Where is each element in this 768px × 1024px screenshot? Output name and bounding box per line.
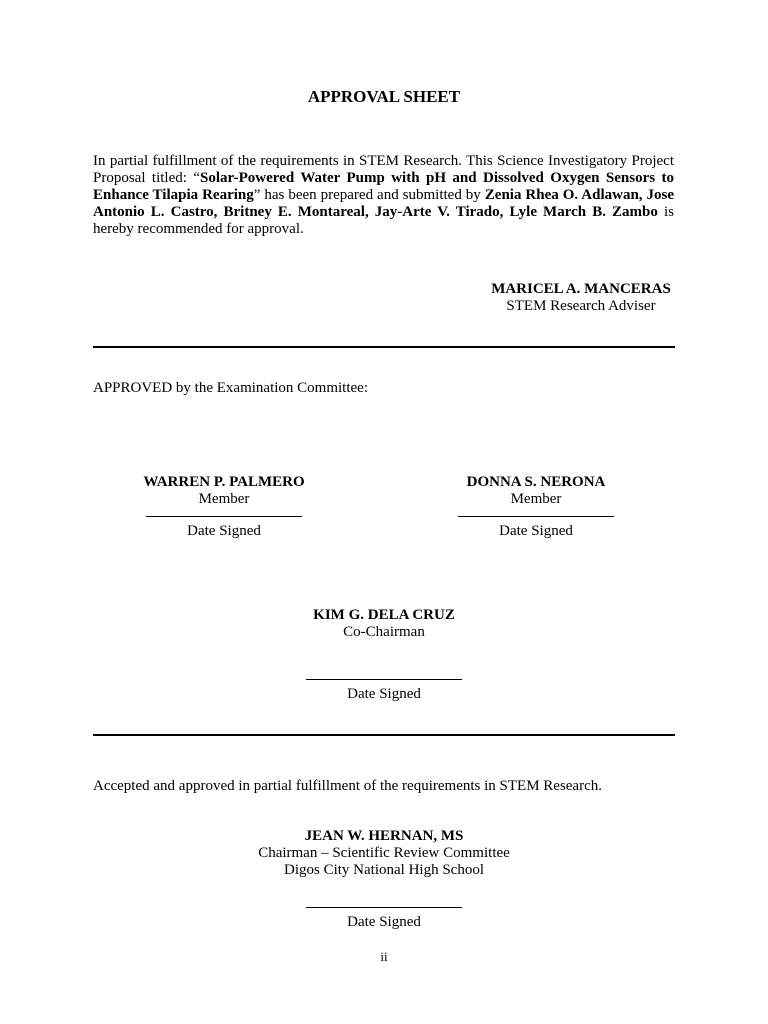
project-title: Solar-Powered Water Pump with pH and Dissolved Oxygen Sensors to Enhance Tilapia Rearing bbox=[93, 170, 675, 203]
intro-paragraph bbox=[93, 153, 674, 238]
signature-block-member-1 bbox=[117, 474, 331, 540]
divider bbox=[93, 734, 675, 736]
date-signed-label: Date Signed bbox=[187, 523, 261, 539]
signature-block-co-chairman bbox=[277, 607, 491, 703]
adviser-role: STEM Research Adviser bbox=[506, 298, 656, 314]
chairman-name: JEAN W. HERNAN, MS bbox=[304, 828, 464, 844]
signature-line bbox=[306, 907, 462, 908]
divider bbox=[93, 346, 675, 348]
date-signed-label: Date Signed bbox=[347, 686, 421, 702]
intro-text-1: In partial fulfillment of the requirements in STEM Research. This Science Investigatory Project Proposal titled: “ bbox=[93, 153, 674, 186]
signature-block-chairman bbox=[184, 828, 584, 931]
date-signed-label: Date Signed bbox=[347, 914, 421, 930]
school-name: Digos City National High School bbox=[284, 862, 484, 878]
chairman-role: Chairman – Scientific Review Committee bbox=[258, 845, 510, 861]
signatory-name: DONNA S. NERONA bbox=[466, 474, 606, 490]
signatory-role: Member bbox=[510, 491, 562, 507]
adviser-block bbox=[474, 281, 688, 315]
signatory-name: KIM G. DELA CRUZ bbox=[313, 607, 455, 623]
adviser-name: MARICEL A. MANCERAS bbox=[491, 281, 671, 297]
signature-line bbox=[306, 679, 462, 680]
intro-text-3: is hereby recommended for approval. bbox=[93, 204, 674, 237]
page-title: APPROVAL SHEET bbox=[307, 87, 461, 106]
approved-by-text: APPROVED by the Examination Committee: bbox=[93, 380, 368, 396]
author-names: Zenia Rhea O. Adlawan, Jose Antonio L. Castro, Britney E. Montareal, Jay-Arte V. Tirado, Lyle March B. Zambo bbox=[93, 187, 675, 220]
intro-text-2: ” has been prepared and submitted by bbox=[253, 187, 485, 203]
acceptance-text: Accepted and approved in partial fulfillment of the requirements in STEM Research. bbox=[93, 778, 602, 794]
signatory-name: WARREN P. PALMERO bbox=[143, 474, 305, 490]
page-number: ii bbox=[380, 949, 388, 964]
date-signed-label: Date Signed bbox=[499, 523, 573, 539]
signature-line bbox=[458, 516, 614, 517]
signature-block-member-2 bbox=[429, 474, 643, 540]
signatory-role: Co-Chairman bbox=[343, 624, 425, 640]
signature-line bbox=[146, 516, 302, 517]
signatory-role: Member bbox=[198, 491, 250, 507]
